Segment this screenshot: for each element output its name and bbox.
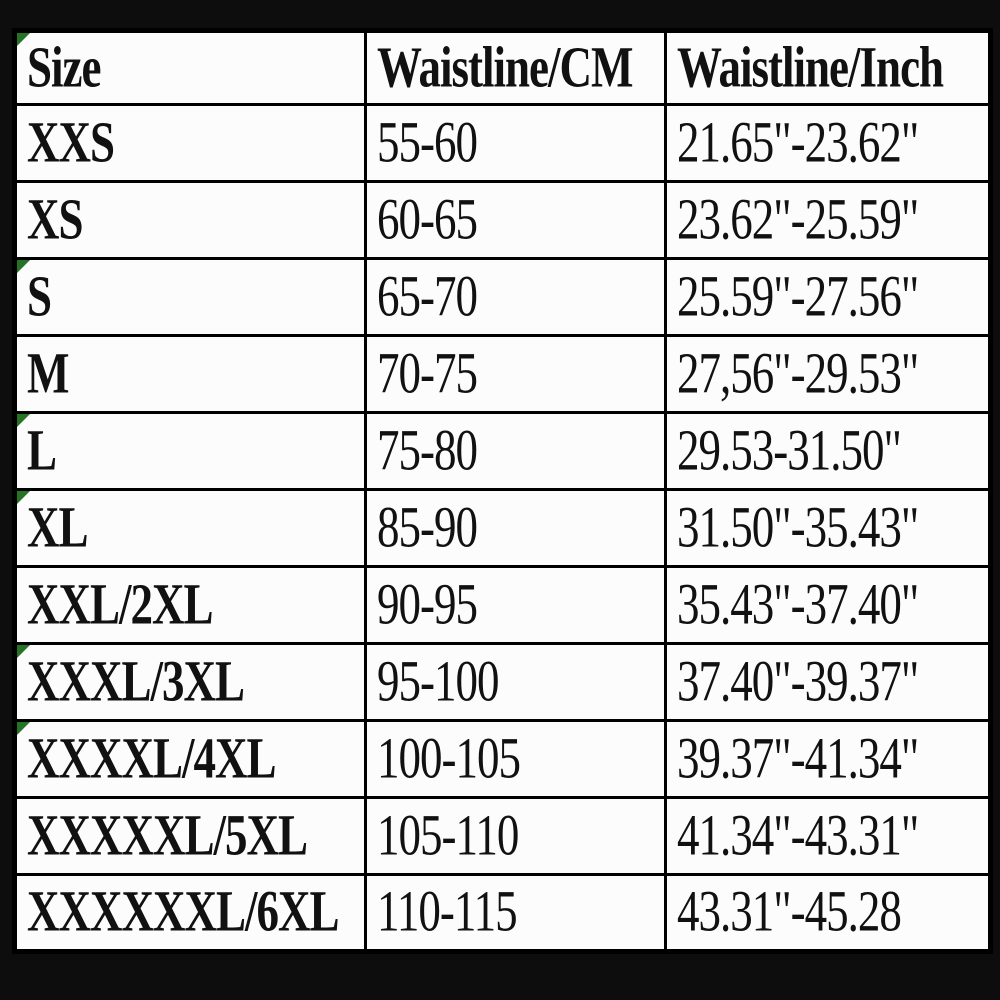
waistline-inch-cell — [666, 644, 991, 721]
waistline-cm-cell-text: 100-105 — [377, 725, 520, 791]
size-cell-text: L — [27, 417, 57, 483]
waistline-cm-cell-text: 85-90 — [377, 494, 477, 560]
waistline-cm-cell — [366, 413, 666, 490]
size-cell-text: S — [27, 263, 52, 329]
table-row — [15, 798, 991, 875]
header-label-waistline-inch: Waistline/Inch — [677, 34, 944, 100]
table-row — [15, 567, 991, 644]
waistline-inch-cell-text: 43.31"-45.28 — [677, 878, 901, 944]
waistline-inch-cell-text: 35.43"-37.40" — [677, 571, 919, 637]
table-row — [15, 490, 991, 567]
waistline-inch-cell-text: 25.59"-27.56" — [677, 263, 919, 329]
waistline-inch-cell-text: 23.62"-25.59" — [677, 186, 919, 252]
waistline-cm-cell — [366, 567, 666, 644]
size-cell-text: XXXL/3XL — [27, 648, 245, 714]
header-label-waistline-cm: Waistline/CM — [377, 34, 633, 100]
waistline-cm-cell — [366, 259, 666, 336]
waistline-cm-cell — [366, 336, 666, 413]
table-row — [15, 259, 991, 336]
table-row — [15, 875, 991, 952]
waistline-cm-cell — [366, 721, 666, 798]
waistline-inch-cell-text: 37.40"-39.37" — [677, 648, 919, 714]
waistline-inch-cell — [666, 413, 991, 490]
waistline-inch-cell — [666, 875, 991, 952]
waistline-cm-cell-text: 65-70 — [377, 263, 477, 329]
waistline-cm-cell — [366, 490, 666, 567]
table-row — [15, 413, 991, 490]
table-row — [15, 336, 991, 413]
waistline-inch-cell-text: 31.50"-35.43" — [677, 494, 919, 560]
size-chart-table — [12, 28, 993, 954]
waistline-inch-cell — [666, 259, 991, 336]
waistline-cm-cell-text: 90-95 — [377, 571, 477, 637]
waistline-cm-cell — [366, 798, 666, 875]
waistline-inch-cell-text: 41.34"-43.31" — [677, 802, 919, 868]
size-cell-text: XS — [27, 186, 83, 252]
waistline-inch-cell-text: 29.53-31.50" — [677, 417, 901, 483]
size-cell — [15, 875, 366, 952]
waistline-cm-cell — [366, 105, 666, 182]
header-row — [15, 31, 991, 105]
size-chart-header — [15, 31, 991, 105]
waistline-cm-cell-text: 55-60 — [377, 109, 477, 175]
waistline-inch-cell — [666, 567, 991, 644]
size-cell — [15, 567, 366, 644]
waistline-cm-cell-text: 95-100 — [377, 648, 499, 714]
size-chart-body — [15, 105, 991, 952]
waistline-cm-cell-text: 60-65 — [377, 186, 477, 252]
size-cell — [15, 182, 366, 259]
waistline-inch-cell-text: 21.65"-23.62" — [677, 109, 919, 175]
header-label-size: Size — [27, 34, 101, 100]
size-cell — [15, 336, 366, 413]
waistline-cm-cell-text: 105-110 — [377, 802, 519, 868]
header-cell-waistline-cm — [366, 31, 666, 105]
header-cell-waistline-inch — [666, 31, 991, 105]
waistline-cm-cell — [366, 182, 666, 259]
table-row — [15, 182, 991, 259]
waistline-inch-cell — [666, 336, 991, 413]
header-cell-size — [15, 31, 366, 105]
waistline-cm-cell-text: 110-115 — [377, 878, 517, 944]
size-cell-text: XXL/2XL — [27, 571, 213, 637]
table-row — [15, 644, 991, 721]
size-cell-text: XXXXL/4XL — [27, 725, 276, 791]
size-cell — [15, 259, 366, 336]
size-cell-text: XXXXXL/5XL — [27, 802, 308, 868]
size-cell-text: M — [27, 340, 69, 406]
waistline-cm-cell-text: 70-75 — [377, 340, 477, 406]
size-cell — [15, 798, 366, 875]
waistline-inch-cell — [666, 105, 991, 182]
size-cell — [15, 721, 366, 798]
waistline-cm-cell — [366, 875, 666, 952]
table-row — [15, 721, 991, 798]
size-cell — [15, 413, 366, 490]
waistline-inch-cell — [666, 182, 991, 259]
size-cell-text: XXXXXXL/6XL — [27, 878, 339, 944]
waistline-inch-cell-text: 27,56"-29.53" — [677, 340, 919, 406]
waistline-inch-cell — [666, 490, 991, 567]
waistline-cm-cell-text: 75-80 — [377, 417, 477, 483]
size-cell — [15, 105, 366, 182]
table-row — [15, 105, 991, 182]
size-cell — [15, 644, 366, 721]
size-cell-text: XXS — [27, 109, 115, 175]
waistline-inch-cell — [666, 721, 991, 798]
size-cell — [15, 490, 366, 567]
waistline-inch-cell — [666, 798, 991, 875]
size-cell-text: XL — [27, 494, 88, 560]
waistline-cm-cell — [366, 644, 666, 721]
waistline-inch-cell-text: 39.37"-41.34" — [677, 725, 919, 791]
